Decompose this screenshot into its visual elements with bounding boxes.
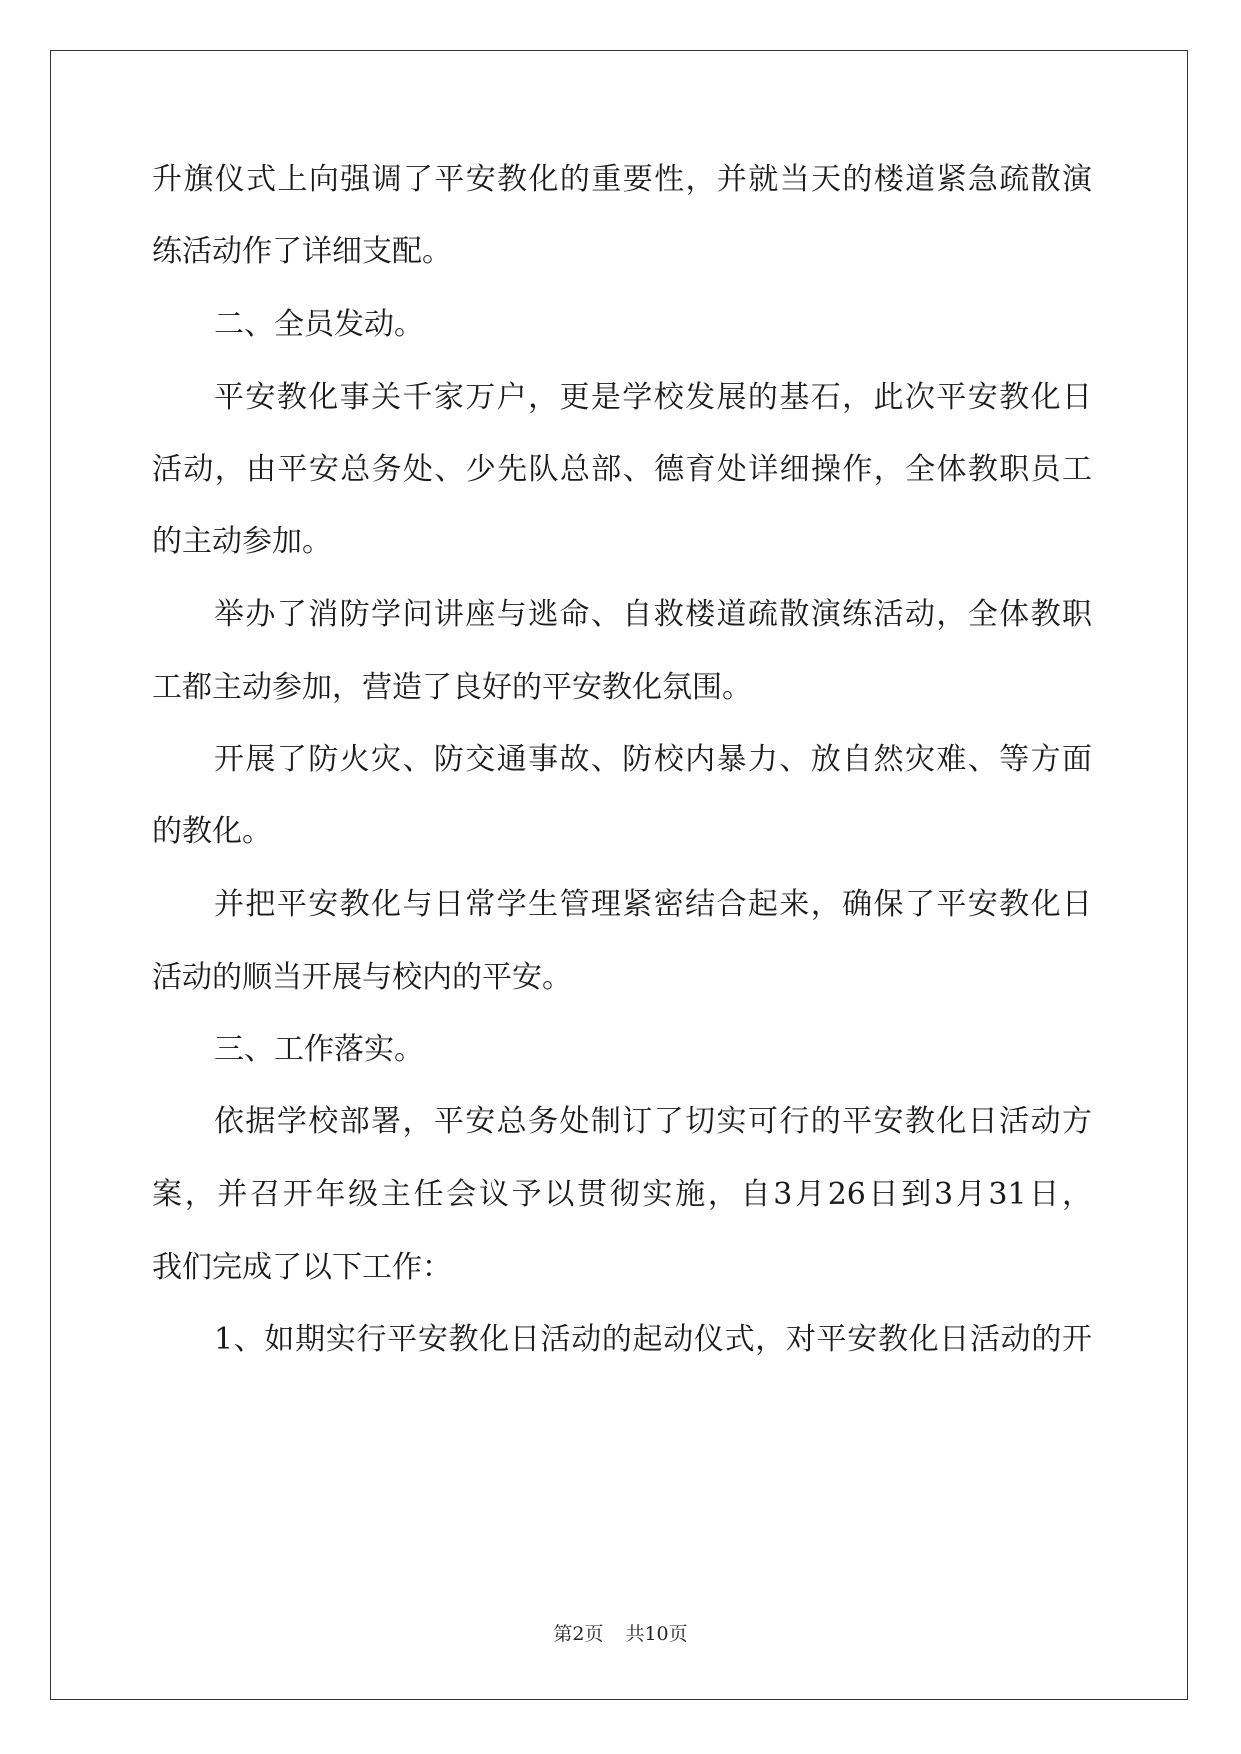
page-number: 第2页	[553, 1623, 604, 1645]
section-heading: 二、全员发动。	[214, 307, 424, 342]
page-total: 共10页	[625, 1623, 688, 1645]
text-line: 的主动参加。	[152, 524, 332, 559]
text-line: 依据学校部署，平安总务处制订了切实可行的平安教化日活动方	[214, 1104, 1092, 1139]
page-border	[50, 50, 1188, 1700]
text-line: 活动的顺当开展与校内的平安。	[152, 960, 572, 995]
section-heading: 三、工作落实。	[214, 1032, 424, 1067]
text-line: 1、如期实行平安教化日活动的起动仪式，对平安教化日活动的开	[214, 1322, 1092, 1357]
text-line: 练活动作了详细支配。	[152, 234, 452, 269]
text-line: 升旗仪式上向强调了平安教化的重要性，并就当天的楼道紧急疏散演	[152, 162, 1092, 197]
text-line: 并把平安教化与日常学生管理紧密结合起来，确保了平安教化日	[214, 887, 1092, 922]
text-line: 案，并召开年级主任会议予以贯彻实施，自3月26日到3月31日，	[152, 1177, 1092, 1212]
text-line: 举办了消防学问讲座与逃命、自救楼道疏散演练活动，全体教职	[214, 597, 1092, 632]
text-line: 工都主动参加，营造了良好的平安教化氛围。	[152, 670, 752, 705]
text-line: 的教化。	[152, 814, 272, 849]
text-line: 开展了防火灾、防交通事故、防校内暴力、放自然灾难、等方面	[214, 742, 1092, 777]
text-line: 平安教化事关千家万户，更是学校发展的基石，此次平安教化日	[214, 380, 1092, 415]
page-footer	[0, 1622, 1241, 1646]
text-line: 我们完成了以下工作：	[152, 1250, 452, 1285]
text-line: 活动，由平安总务处、少先队总部、德育处详细操作，全体教职员工	[152, 452, 1092, 487]
